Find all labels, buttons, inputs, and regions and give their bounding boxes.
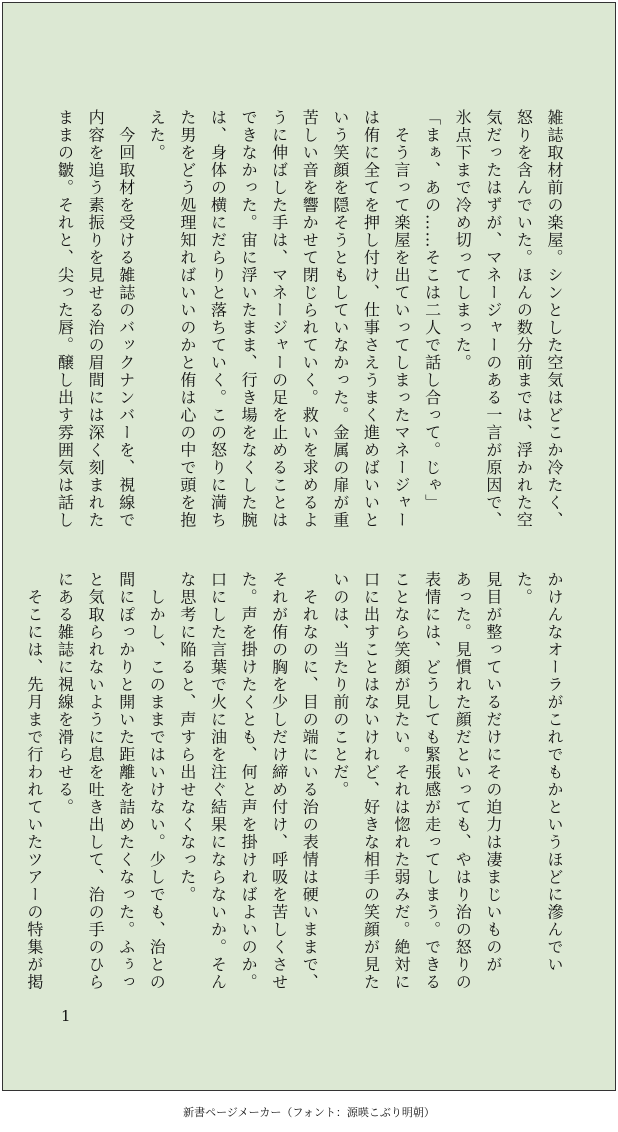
text-line: 見目が整っているだけにその迫力は凄まじいものが <box>483 571 503 974</box>
text-block-top <box>49 109 569 541</box>
text-line: 表情には、どうしても緊張感が走ってしまう。できる <box>422 571 442 991</box>
text-line: にある雑誌に視線を滑らせる。 <box>55 571 75 816</box>
text-line: 今回取材を受ける雑誌のバックナンバーを、視線で <box>116 109 136 529</box>
text-line: 口に出すことはないけれど、好きな相手の笑顔が見た <box>361 571 381 991</box>
text-line: 気だったはずが、マネージャーのある一言が原因で、 <box>483 109 503 529</box>
text-line: な思考に陥ると、声すら出せなくなった。 <box>177 571 197 904</box>
text-line: 怒りを含んでいた。ほんの数分前までは、浮かれた空 <box>514 109 534 529</box>
text-line: そこには、先月まで行われていたツアーの特集が掲 <box>24 571 44 991</box>
text-line: 「まぁ、あの……そこは二人で話し合って。じゃ」 <box>422 109 442 512</box>
text-line: は侑に全てを押し付け、仕事さえうまく進めばいいと <box>361 109 381 529</box>
text-line: できなかった。宙に浮いたまま、行き場をなくした腕 <box>239 109 259 529</box>
text-line: 内容を追う素振りを見せる治の眉間には深く刻まれた <box>86 109 106 529</box>
text-line: 雑誌取材前の楽屋。シンとした空気はどこか冷たく、 <box>545 109 564 529</box>
text-line: た男をどう処理知ればいいのかと侑は心の中で頭を抱 <box>177 109 197 529</box>
manuscript-page <box>2 2 616 1091</box>
text-line: いう笑顔を隠そうともしていなかった。金属の扉が重 <box>330 109 350 529</box>
text-line: しかし、このままではいけない。少しでも、治との <box>147 571 167 991</box>
text-line: ままの皺。それと、尖った唇。醸し出す雰囲気は話し <box>55 109 75 529</box>
text-line: 口にした言葉で火に油を注ぐ結果にならないか。そん <box>208 571 228 991</box>
text-line: うに伸ばした手は、マネージャーの足を止めることは <box>269 109 289 529</box>
text-line: は、身体の横にだらりと落ちていく。この怒りに満ち <box>208 109 228 529</box>
page-number: 1 <box>61 1007 71 1025</box>
text-block-bottom <box>18 571 569 1003</box>
footer-credit: 新書ページメーカー（フォント：源暎こぶり明朝） <box>183 1106 435 1119</box>
text-line: いのは、当たり前のことだ。 <box>330 571 350 799</box>
text-line: た。声を掛けたくとも、何と声を掛ければよいのか。 <box>239 571 259 991</box>
text-line: それなのに、目の端にいる治の表情は硬いままで、 <box>300 571 320 991</box>
text-line: そう言って楽屋を出ていってしまったマネージャー <box>392 109 412 529</box>
text-line: 氷点下まで冷め切ってしまった。 <box>453 109 473 372</box>
text-line: と気取られないように息を吐き出して、治の手のひら <box>86 571 106 991</box>
text-line: それが侑の胸を少しだけ締め付け、呼吸を苦しくさせ <box>269 571 289 991</box>
text-line: 間にぽっかりと開いた距離を詰めたくなった。ふぅっ <box>116 571 136 991</box>
text-line: かけんなオーラがこれでもかというほどに滲んでいた。 <box>514 571 564 974</box>
text-line: 苦しい音を響かせて閉じられていく。救いを求めるよ <box>300 109 320 529</box>
text-line: えた。 <box>147 109 167 162</box>
text-line: あった。見慣れた顔だといっても、やはり治の怒りの <box>453 571 473 991</box>
text-line: ことなら笑顔が見たい。それは惚れた弱みだ。絶対に <box>392 571 412 991</box>
